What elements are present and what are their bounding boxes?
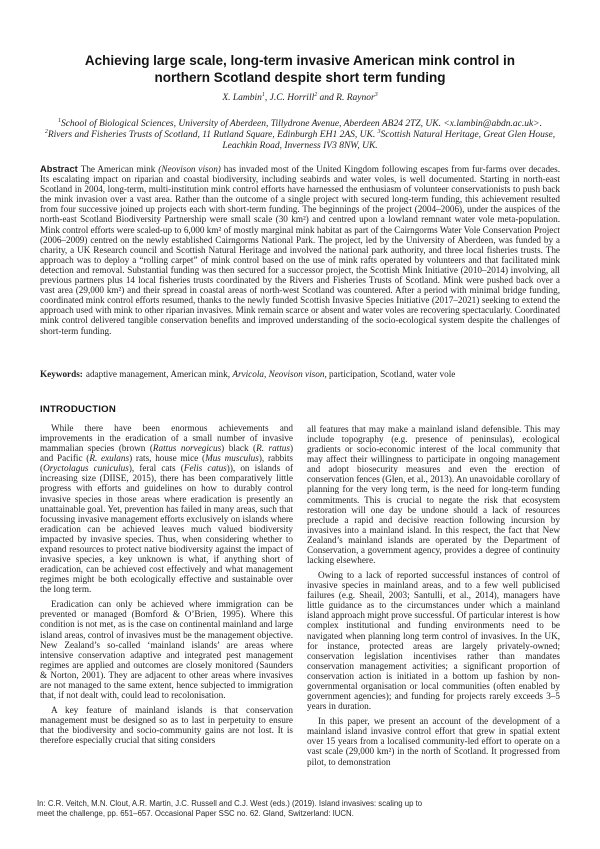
- abstract-text: The American mink (Neovison vison) has invaded most of the United Kingdom following escapes from fur-farms over decades. Its escalating impact on riparian and coastal biodiversity, including seabirds and water voles, is well documented. Starting in north-east Scotland in 2004, long-term, multi-institution mink control efforts have harnessed the enthusiasm of volunteer conservationists to push back the mink invasion over a vast area. Rather than the outcome of a single project with secured long-term funding, this achievement resulted from four successive joined up projects each with short-term funding. The beginnings of the project (2004–2006), under the auspices of the north-east Scotland Biodiversity Partnership were small scale (30 km²) and centred upon a lowland remnant water vole meta-population. Mink control efforts were scaled-up to 6,000 km² of mostly marginal mink habitat as part of the Cairngorms Water Vole Conservation Project (2006–2009) centred on the newly established Cairngorms National Park. The project, led by the University of Aberdeen, was funded by a charity, a UK Research council and Scottish Natural Heritage and involved the national park authority, and three local fisheries trusts. The approach was to deploy a “rolling carpet” of mink control based on the use of mink rafts operated by volunteers and that facilitated mink detection and removal. Substantial funding was then secured for a successor project, the Scottish Mink Initiative (2010–2014) involving, all previous partners plus 14 local fisheries trusts coordinated by the Rivers and Fisheries Trusts of Scotland. Mink were pushed back over a vast area (29,000 km²) and their spread in coastal areas of north-west Scotland was countered. After a period with minimal bridge funding, coordinated mink control efforts resumed, thanks to the newly funded Scottish Invasive Species Initiative (2017–2021) seeking to extend the approach used with mink to other riparian invasives. Mink remain scarce or absent and water voles are recovering spectacularly. Coordinated mink control delivered tangible conservation benefits and improved understanding of the socio-ecological system despite the challenges of short-term funding.: [40, 164, 560, 336]
- intro-paragraph-4: Owing to a lack of reported successful instances of control of invasive species in mainland areas, and to a few well publicised failures (e.g. Sheail, 2003; Santulli, et al., 2014), managers have little guidance as to the circumstances under which a mainland island approach might prove successful. Of particular interest is how complex institutional and funding environments need to be navigated when planning long term control of invasives. In the UK, for instance, protected areas are largely privately-owned; conservation legislation incentivises rather than mandates conservation management activities; a significant proportion of conservation action is initiated in a bottom up fashion by non-governmental organisation or local communities (often enabled by government agencies); and funding for projects rarely exceeds 3–5 years in duration.: [307, 570, 560, 712]
- section-heading-introduction: INTRODUCTION: [40, 404, 116, 415]
- keywords-text: adaptive management, American mink, Arvicola, Neovison vison, participation, Scotland, water vole: [85, 369, 456, 379]
- two-column-body: [40, 404, 560, 767]
- affiliations: $^1$School of Biological Sciences, University of Aberdeen, Tillydrone Avenue, Aberdeen AB24 2TZ, UK. <x.lambin@abdn.ac.uk>. $^2$Rivers and Fisheries Trusts of Scotland, 11 Rutland Square, Edinburgh EH1 2AS, UK. $^3$Scottish Natural Heritage, Great Glen House, Leachkin Road, Inverness IV3 8NW, UK.: [44, 117, 556, 151]
- paper-title: Achieving large scale, long-term invasive American mink control in northern Scotland despite short term funding: [84, 53, 516, 85]
- authors-line: X. Lambin$^1$, J.C. Horrill$^2$ and R. Raynor$^3$: [222, 91, 378, 103]
- intro-paragraph-1: While there have been enormous achievements and improvements in the eradication of a small number of invasive mammalian species (brown (Rattus norvegicus) black (R. rattus) and Pacific (R. exulans) rats, house mice (Mus musculus), rabbits (Oryctolagus cuniculus), feral cats (Felis catus)), on islands of increasing size (DIISE, 2015), there has been comparatively little progress with efforts and guidelines on how to durably control invasive species in those areas where eradication is presently an unattainable goal. Yet, prevention has failed in many areas, such that focussing invasive management efforts exclusively on islands where eradication can be achieved leaves much valued biodiversity impacted by invasive species. Thus, when considering whether to expand resources to protect native biodiversity against the impact of invasive species, a key unknown is what, if anything short of eradication, can be achieved cost effectively and what management regimes might be both ecologically effective and sustainable over the long term.: [40, 423, 294, 595]
- abstract: [40, 164, 560, 336]
- left-column: [40, 404, 293, 767]
- citation-footer: In: C.R. Veitch, M.N. Clout, A.R. Martin, J.C. Russell and C.J. West (eds.) (2019). Island invasives: scaling up to meet the challenge, pp. 651–657. Occasional Paper SSC no. 62. Gland, Switzerland: IUCN.: [37, 799, 423, 818]
- keywords: [40, 369, 560, 379]
- right-column: [307, 404, 560, 767]
- abstract-label: Abstract: [40, 164, 78, 174]
- intro-paragraph-5: In this paper, we present an account of the development of a mainland island invasive control effort that grew in spatial extent over 15 years from a localised community-led effort to operate on a vast scale (29,000 km²) in the north of Scotland. It progressed from pilot, to demonstration: [307, 716, 560, 767]
- intro-paragraph-2: Eradication can only be achieved where immigration can be prevented or managed (Bomford & O’Brien, 1995). Where this condition is not met, as is the case on continental mainland and large island areas, control of invasives must be the management objective. New Zealand’s so-called ‘mainland islands’ are areas where intensive conservation adaptive and integrated pest management regimes are applied and outcomes are closely monitored (Saunders & Norton, 2001). They are adjacent to other areas where invasives are not managed to the same extent, hence subjected to immigration that, if not dealt with, could lead to recolonisation.: [40, 599, 293, 701]
- keywords-label: Keywords:: [40, 369, 83, 379]
- intro-paragraph-3-continued: all features that may make a mainland island defensible. This may include topography (e.g. presence of peninsulas), ecological gradients or socio-economic interest of the local community that may affect their willingness to participate in ongoing management and adopt biosecurity measures and even the erection of conservation fences (Glen, et al., 2013). An unavoidable corollary of planning for the very long term, is the need for long-term funding commitments. This is crucial to negate the risk that ecosystem restoration will one day be undone should a lack of resources preclude a rapid and decisive reaction following incursion by invasives into a mainland island. In this respect, the fact that New Zealand’s mainland islands are operated by the Department of Conservation, a government agency, provides a degree of continuity lacking elsewhere.: [307, 424, 560, 566]
- intro-paragraph-3: A key feature of mainland islands is that conservation management must be designed so as to last in perpetuity to ensure that the biodiversity and socio-community gains are not lost. It is therefore especially crucial that siting considers: [40, 705, 293, 746]
